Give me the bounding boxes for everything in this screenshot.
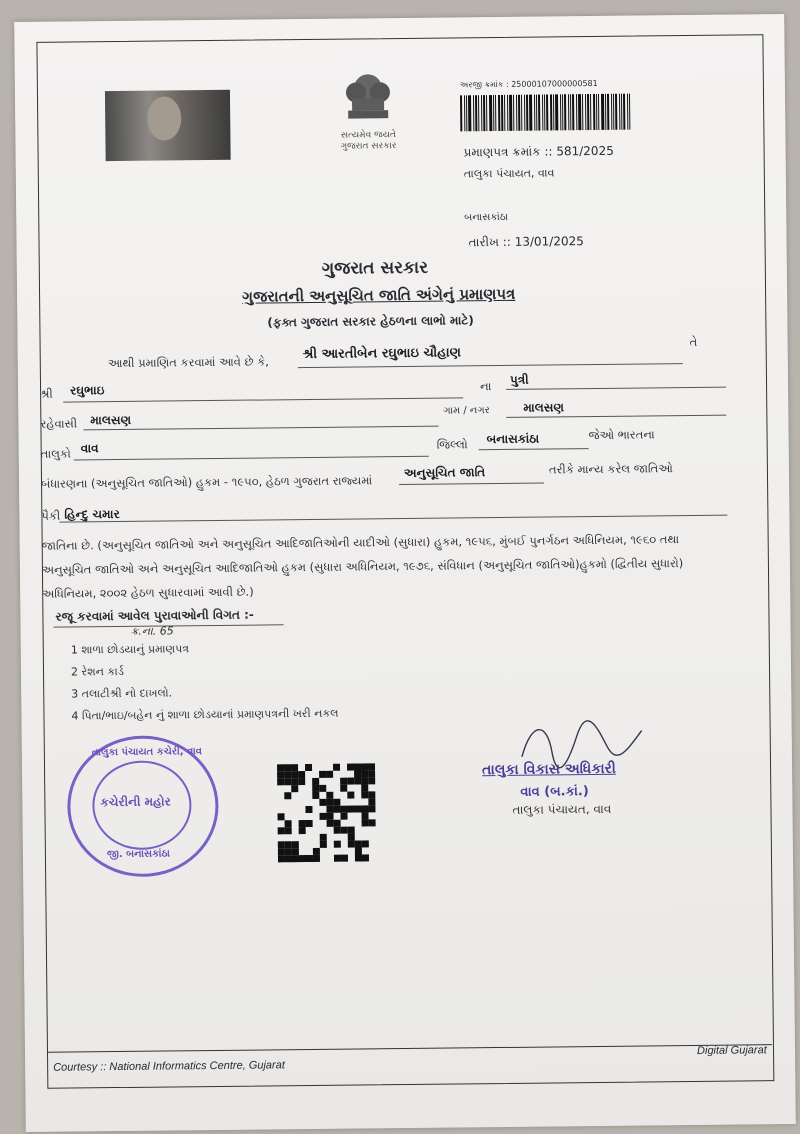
te-label: તે — [689, 334, 698, 350]
evidence-heading: રજૂ કરવામાં આવેલ પુરાવાઓની વિગત :- — [55, 607, 254, 624]
qr-code — [277, 763, 376, 862]
paragraph-line-2: અનુસૂચિત જાતિઓ અને અનુસૂચિત આદિજાતિઓ હુકમ (સુધારા અધિનિયમ, ૧૯૭૬, સંવિધાન (અનુસૂચિત જાતિઓ)હુકમો (દ્વિતીય સુધારો) — [41, 556, 684, 577]
father-name: રઘુભાઇ — [69, 383, 105, 398]
village-label: ગામ / નગર — [443, 405, 490, 417]
evidence-item: 1 શાળા છોડયાનું પ્રમાણપત્ર — [70, 642, 190, 657]
evidence-item: 2 રેશન કાર્ડ — [70, 664, 124, 679]
certificate-page — [14, 14, 796, 1132]
resident-value: માલસણ — [90, 412, 132, 428]
caste-name: હિન્દુ ચમાર — [64, 506, 120, 522]
relation: પુત્રી — [509, 372, 529, 387]
taluka-label: તાલુકો — [40, 446, 71, 461]
footer-courtesy: Courtesy :: National Informatics Centre, Gujarat — [53, 1059, 285, 1074]
shri-label: શ્રી — [40, 386, 53, 401]
certificate-subtitle: (ફક્ત ગુજરાત સરકાર હેઠળના લાભો માટે) — [267, 313, 474, 330]
paiki-label: પૈકી — [41, 508, 61, 523]
village-value: માલસણ — [523, 400, 565, 415]
barcode-label: અરજી ક્રમાંક : 25000107000000581 — [459, 78, 598, 90]
emblem-subtitle: ગુજરાત સરકાર — [340, 141, 397, 152]
resident-label: રહેવાસી — [40, 416, 78, 431]
district-value: બનાસકાંઠા — [486, 431, 540, 447]
applicant-name: શ્રી આરતીબેન રઘુભાઇ ચૌહાણ — [302, 345, 462, 363]
ashoka-emblem-icon — [338, 58, 399, 129]
district-label: જિલ્લો — [436, 437, 468, 452]
footer-brand: Digital Gujarat — [696, 1044, 767, 1057]
paragraph-line-3: અધિનિયમ, ૨૦૦૨ હેઠળ સુધારવામાં આવી છે.) — [42, 584, 254, 601]
signatory-subtitle: વાવ (બ.કાં.) — [520, 784, 589, 800]
certificate-title: ગુજરાતની અનુસૂચિત જાતિ અંગેનું પ્રમાણપત્ર — [242, 284, 516, 306]
taluka-value: વાવ — [80, 441, 99, 456]
evidence-item: 3 તલાટીશ્રી નો દાખલો. — [71, 686, 173, 701]
evidence-item: 4 પિતા/ભાઇ/બહેન નું શાળા છોડયાનાં પ્રમાણપત્રની ખરી નકલ — [71, 706, 339, 723]
jeo-label: જેઓ ભારતના — [588, 427, 655, 443]
paragraph-line-1: જાતિના છે. (અનુસૂચિત જાતિઓ અને અનુસૂચિત આદિજાતિઓની યાદીઓ (સુધારા) હુકમ, ૧૯૫૬, મુંબઈ પુનર્ગઠન અધિનિયમ, ૧૯૬૦ તથા — [41, 532, 680, 553]
issue-date: તારીખ :: 13/01/2025 — [468, 234, 584, 250]
barcode — [460, 94, 640, 132]
issuing-office: તાલુકા પંચાયત, વાવ — [463, 166, 555, 181]
na-label: ના — [479, 379, 492, 394]
certify-prefix: આથી પ્રમાણિત કરવામાં આવે છે કે, — [107, 354, 269, 371]
recognized-text: તરીકે માન્ય કરેલ જાતિઓ — [548, 461, 673, 477]
emblem-motto: સત્યમેવ જયતે — [340, 130, 397, 141]
applicant-photo — [105, 90, 231, 161]
constitution-text: બંધારણના (અનુસૂચિત જાતિઓ) હુકમ - ૧૯૫૦, હેઠળ ગુજરાત રાજ્યમાં — [40, 473, 373, 491]
seal-ring-text: તાલુકા પંચાયત કચેરી, વાવ — [91, 746, 203, 759]
handwritten-note: ક્ર.ના. 65 — [130, 624, 174, 638]
seal-center-text: કચેરીની મહોર — [100, 794, 171, 810]
district-header: બનાસકાંઠા — [464, 211, 509, 224]
government-heading: ગુજરાત સરકાર — [321, 257, 429, 279]
signatory-office: તાલુકા પંચાયત, વાવ — [512, 801, 612, 817]
seal-bottom-text: જી. બનાસકાંઠા — [106, 848, 170, 861]
certificate-number: પ્રમાણપત્ર ક્રમાંક :: 581/2025 — [463, 143, 614, 160]
caste-category: અનુસૂચિત જાતિ — [403, 465, 486, 481]
signatory-designation: તાલુકા વિકાસ અધિકારી — [481, 760, 616, 779]
